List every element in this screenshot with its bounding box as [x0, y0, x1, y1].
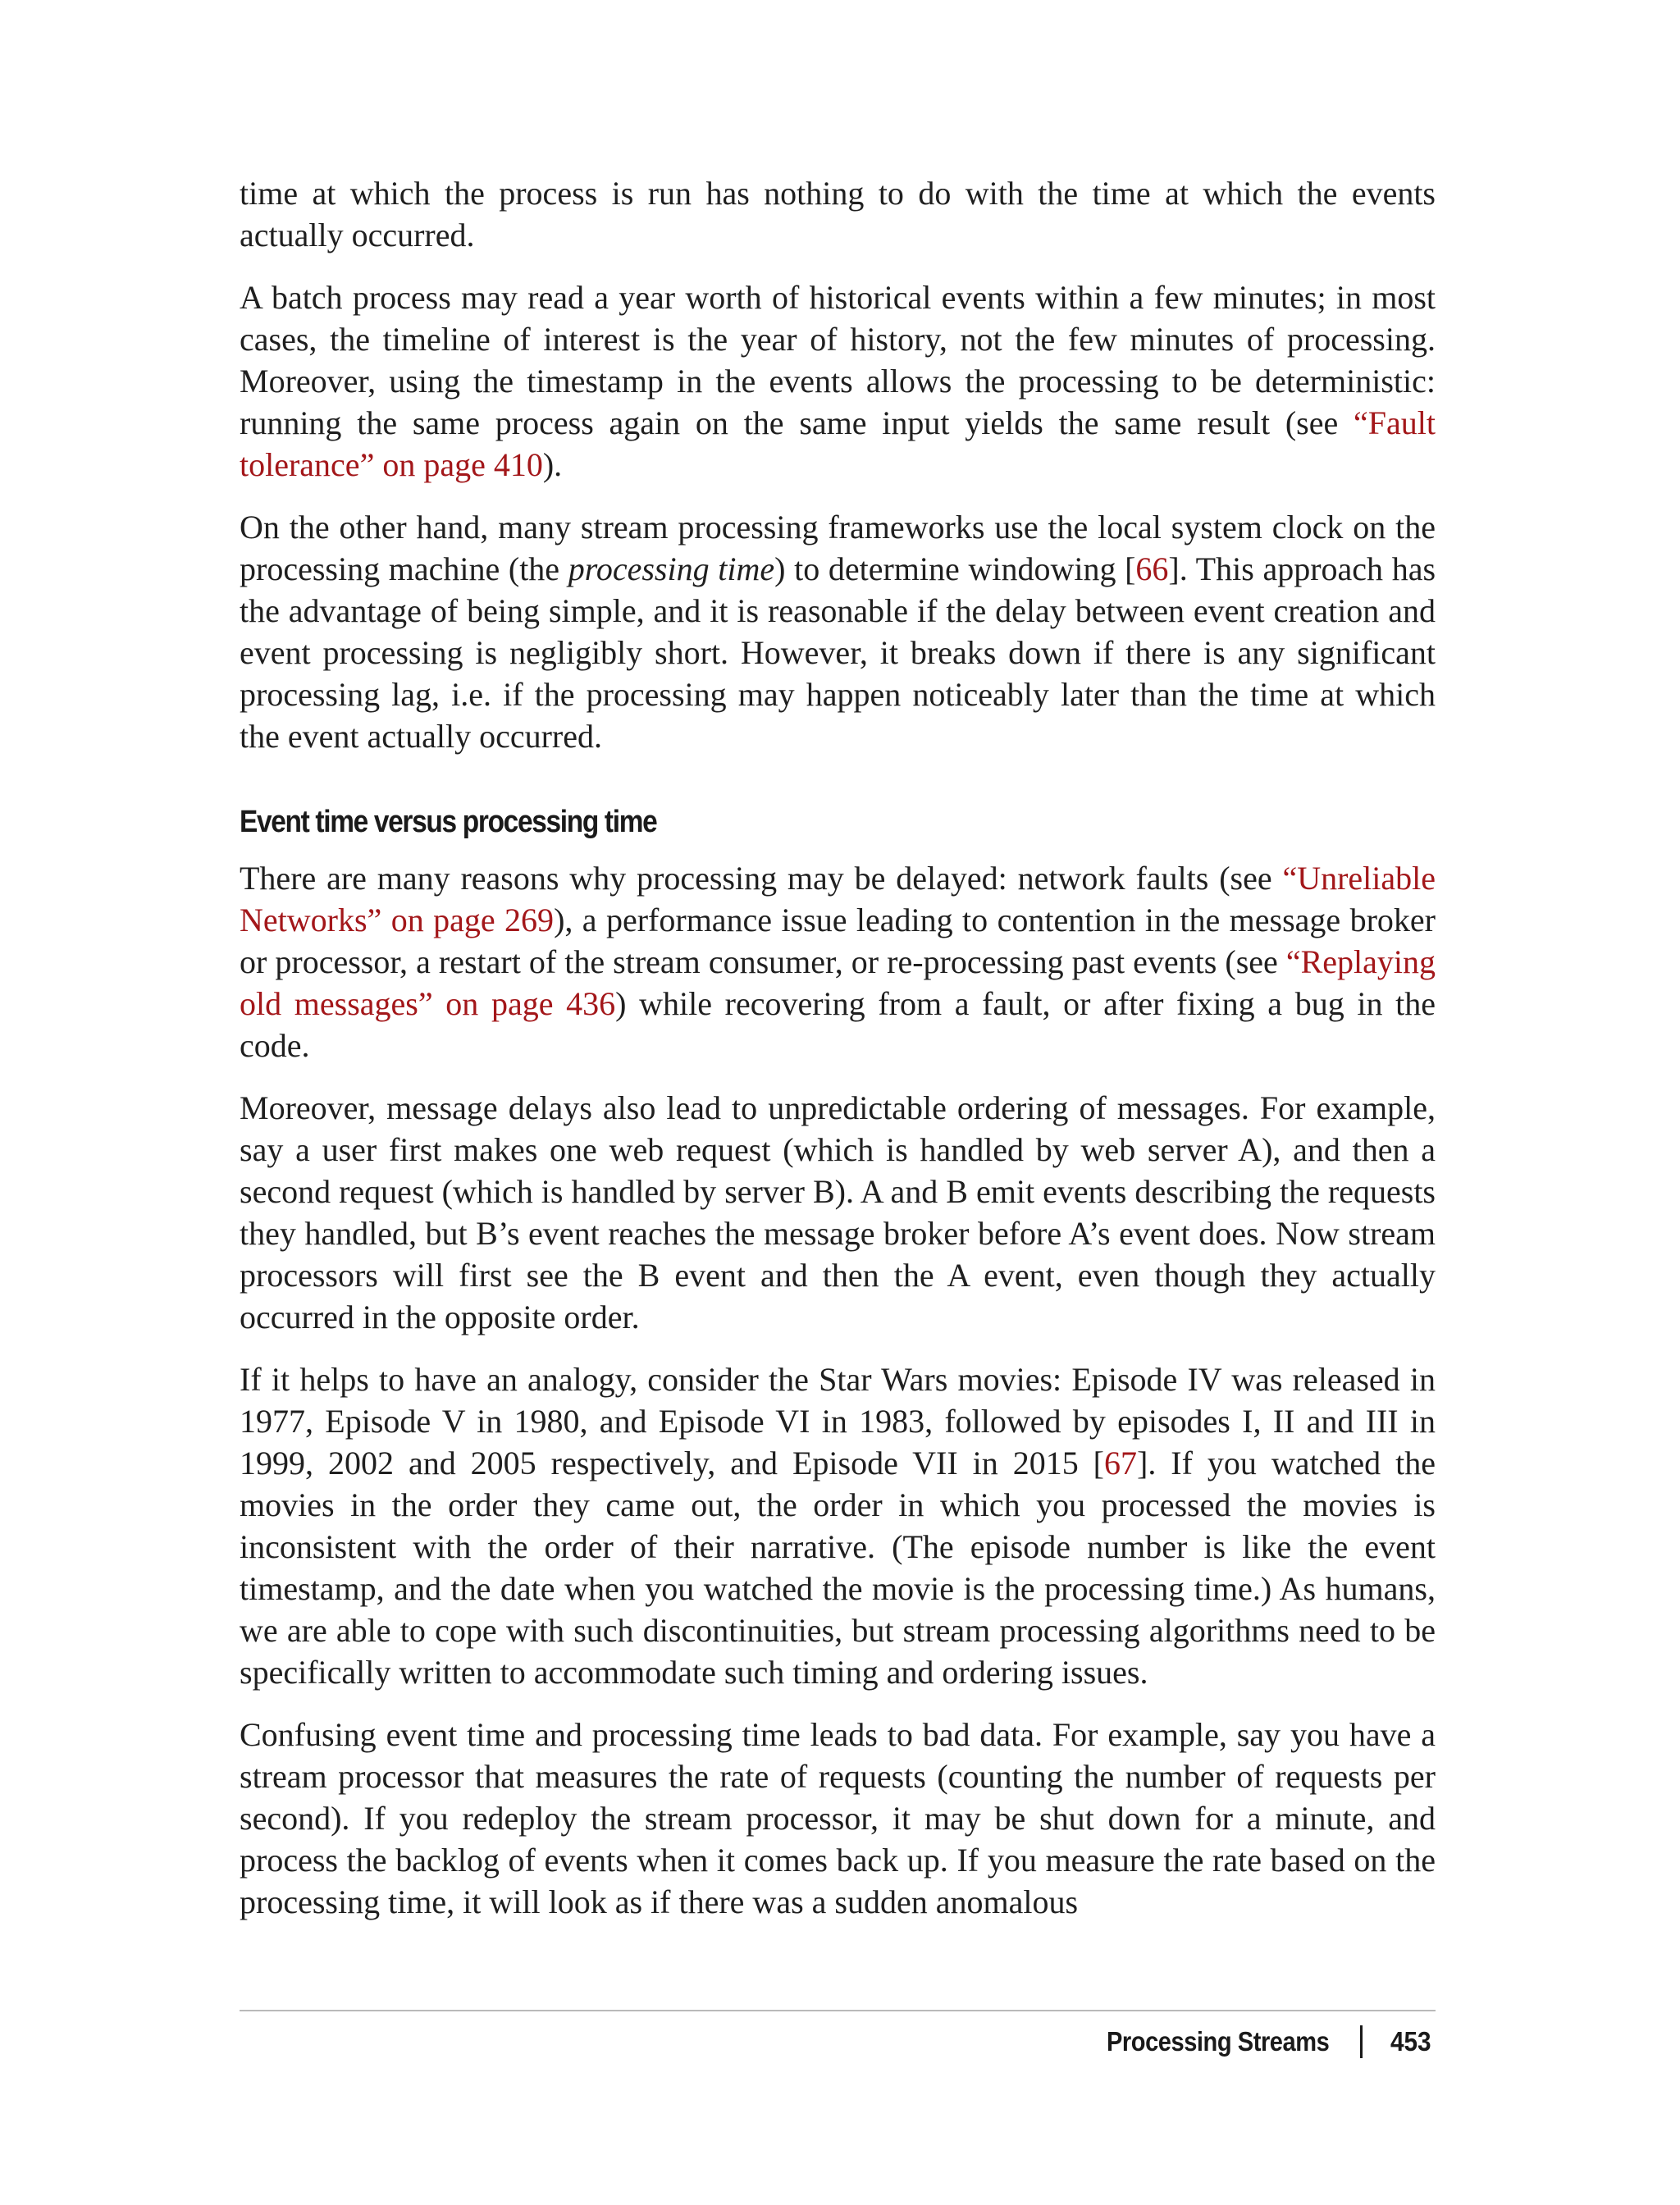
paragraph-text: ) while recovering from a fault, or after fixing a bug in the code.: [240, 985, 1436, 1064]
paragraph-batch-process: [240, 276, 1436, 486]
cross-reference-link[interactable]: “Unreliable Networks” on page 269: [240, 860, 1436, 938]
paragraph-text: On the other hand, many stream processing frameworks use the local system clock on the processing machine (the: [240, 509, 1436, 587]
page-number: 453: [1390, 2026, 1431, 2057]
paragraph-continuation: [240, 172, 1436, 256]
paragraph-processing-time: [240, 506, 1436, 757]
emphasis-term: processing time: [568, 550, 775, 587]
paragraph-text: ), a performance issue leading to contention in the message broker or processor, a restart of the stream consumer, or re-processing past events (see: [240, 902, 1436, 980]
paragraph-text: Moreover, message delays also lead to unpredictable ordering of messages. For example, say a user first makes one web request (which is handled by web server A), and then a second request (which is handled by server B). A and B emit events describing the requests they handled, but B’s event reaches the message broker before A’s event does. Now stream processors will first see the B event and then the A event, even though they actually occurred in the opposite order.: [240, 1089, 1436, 1335]
paragraph-text: time at which the process is run has nothing to do with the time at which the events actually occurred.: [240, 175, 1436, 253]
paragraph-message-ordering: [240, 1087, 1436, 1338]
running-footer-title: Processing Streams: [1106, 2026, 1329, 2057]
citation-link[interactable]: 67: [1104, 1445, 1138, 1481]
paragraph-text: There are many reasons why processing may be delayed: network faults (see: [240, 860, 1283, 897]
paragraph-text: ]. If you watched the movies in the order they came out, the order in which you processed the movies is inconsistent with the order of their narrative. (The episode number is like the event timestamp, and the date when you watched the movie is the processing time.) As humans, we are able to cope with such discontinuities, but stream processing algorithms need to be specifically written to accommodate such timing and ordering issues.: [240, 1445, 1436, 1691]
page-footer: [1076, 2021, 1436, 2062]
citation-link[interactable]: 66: [1135, 550, 1169, 587]
cross-reference-link[interactable]: “Fault tolerance” on page 410: [240, 404, 1436, 483]
footer-divider: [240, 2010, 1436, 2011]
paragraph-bad-data: [240, 1714, 1436, 1923]
paragraph-text: If it helps to have an analogy, consider the Star Wars movies: Episode IV was released in 1977, Episode V in 1980, and Episode VI in 1983, followed by episodes I, II and III in 1999, 2002 and 2005 respectively, and Episode VII in 2015 [: [240, 1361, 1436, 1481]
paragraph-star-wars-analogy: [240, 1358, 1436, 1693]
footer-separator: [1360, 2025, 1363, 2058]
body-text: [240, 172, 1436, 1943]
paragraph-text: Confusing event time and processing time leads to bad data. For example, say you have a stream processor that measures the rate of requests (counting the number of requests per second). If you redeploy the stream processor, it may be shut down for a minute, and process the backlog of events when it comes back up. If you measure the rate based on the processing time, it will look as if there was a sudden anomalous: [240, 1716, 1436, 1920]
cross-reference-link[interactable]: “Replaying old messages” on page 436: [240, 943, 1436, 1022]
paragraph-text: ]. This approach has the advantage of being simple, and it is reasonable if the delay between event creation and event processing is negligibly short. However, it breaks down if there is any significant processing lag, i.e. if the processing may happen noticeably later than the time at which the event actually occurred.: [240, 550, 1436, 755]
section-heading: Event time versus processing time: [240, 805, 657, 839]
paragraph-text: ) to determine windowing [: [774, 550, 1136, 587]
paragraph-delay-reasons: [240, 857, 1436, 1066]
paragraph-text: A batch process may read a year worth of historical events within a few minutes; in most cases, the timeline of interest is the year of history, not the few minutes of processing. Moreover, using the timestamp in the events allows the processing to be deterministic: running the same process again on the same input yields the same result (see: [240, 279, 1436, 441]
paragraph-text: ).: [542, 446, 563, 483]
